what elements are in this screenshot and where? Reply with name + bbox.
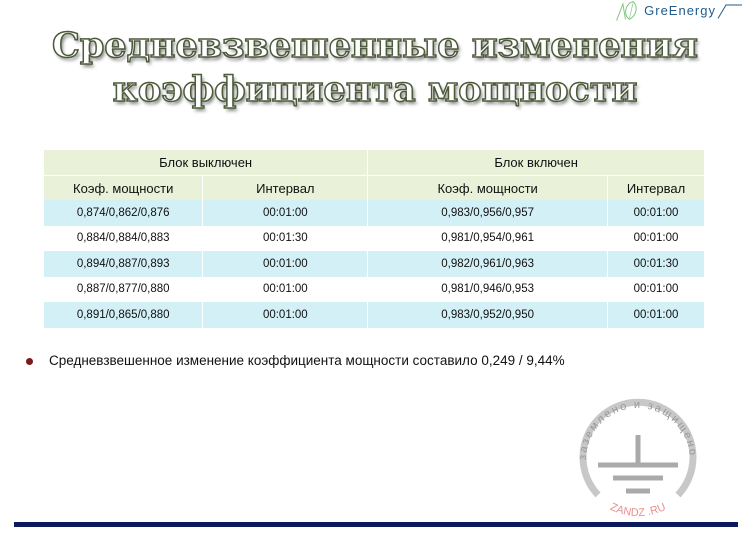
title-line-2: коэффициента мощности [112,69,638,110]
table-cell: 0,983/0,952/0,950 [368,302,608,328]
summary-note: Средневзвешенное изменение коэффициента мощности составило 0,249 / 9,44% [49,353,565,368]
table-cell: 00:01:30 [608,251,705,277]
table-cell: 00:01:00 [203,251,368,277]
column-header: Интервал [203,176,368,201]
group-header-off: Блок выключен [44,150,368,176]
table-cell: 0,894/0,887/0,893 [44,251,203,277]
footer-bar [14,522,738,527]
column-header: Интервал [608,176,705,201]
watermark-bottom-text: ZANDZ .RU [608,501,668,520]
table-cell: 00:01:30 [203,226,368,252]
table-row [44,277,705,303]
table-cell: 0,887/0,877/0,880 [44,277,203,303]
table-row [44,226,705,252]
table-cell: 0,982/0,961/0,963 [368,251,608,277]
table-row [44,251,705,277]
slide-title [0,24,750,112]
grounding-watermark-icon [568,385,708,520]
power-factor-table [44,150,705,328]
greenergy-logo [614,0,744,22]
logo-swoosh-icon [716,1,744,21]
column-header: Коэф. мощности [44,176,203,201]
bullet-icon [26,358,33,365]
table-cell: 00:01:00 [203,277,368,303]
column-header: Коэф. мощности [368,176,608,201]
logo-text: GreEnergy [644,3,716,18]
table-cell: 00:01:00 [608,226,705,252]
table-cell: 0,981/0,954/0,961 [368,226,608,252]
table-row [44,200,705,226]
watermark-top-text: заземлено и защищено [576,398,700,461]
table-cell: 00:01:00 [608,302,705,328]
table-cell: 00:01:00 [203,200,368,226]
table-cell: 00:01:00 [608,277,705,303]
table-cell: 0,981/0,946/0,953 [368,277,608,303]
group-header-on: Блок включен [368,150,705,176]
table-row [44,302,705,328]
table-cell: 0,983/0,956/0,957 [368,200,608,226]
title-line-1: Средневзвешенные изменения [52,25,698,66]
leaf-icon [614,0,642,22]
table-cell: 0,874/0,862/0,876 [44,200,203,226]
table-cell: 0,884/0,884/0,883 [44,226,203,252]
table-cell: 00:01:00 [203,302,368,328]
table-cell: 00:01:00 [608,200,705,226]
table-cell: 0,891/0,865/0,880 [44,302,203,328]
